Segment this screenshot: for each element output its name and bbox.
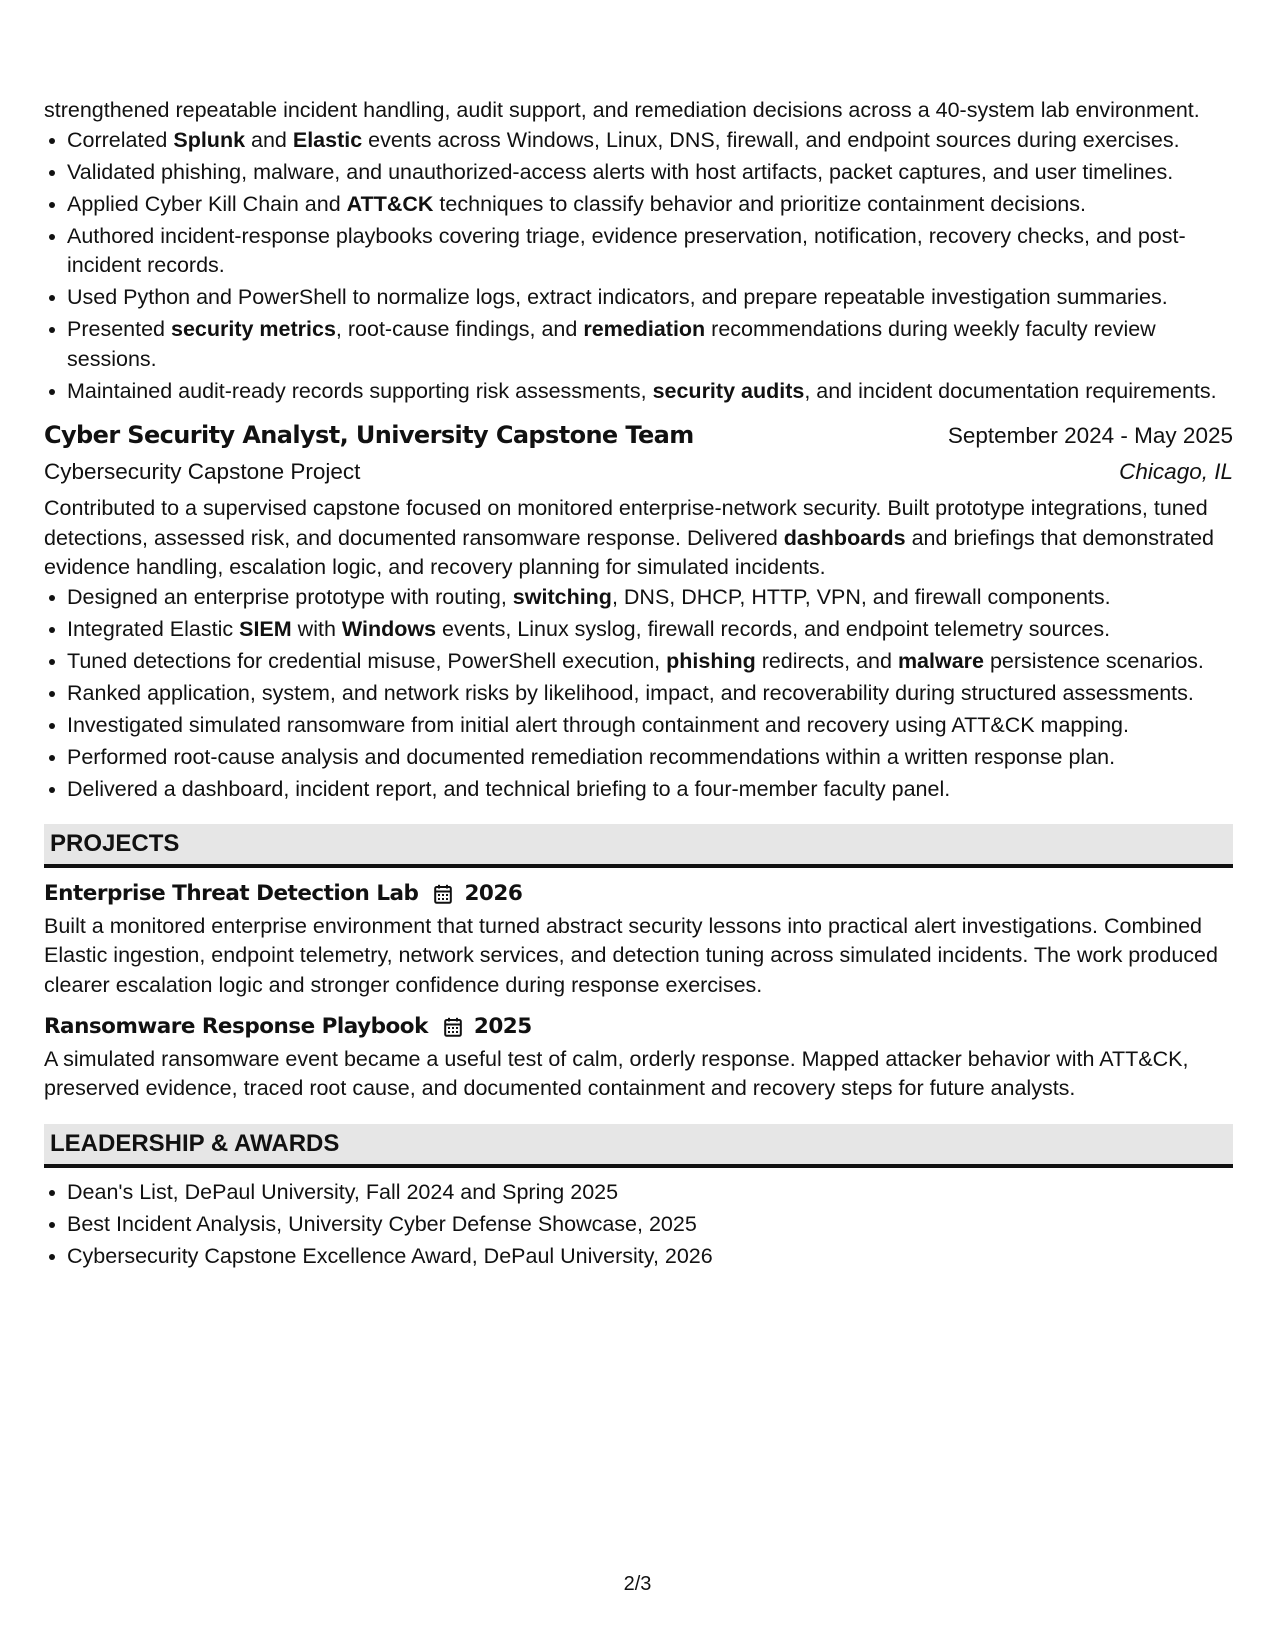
bold-keyword: security audits: [652, 378, 805, 403]
text-run: Presented: [67, 317, 171, 341]
section-heading-awards: LEADERSHIP & AWARDS: [44, 1124, 1233, 1168]
text-run: Tuned detections for credential misuse, PowerShell execution,: [67, 648, 667, 673]
job-dates: September 2024 - May 2025: [947, 423, 1233, 448]
calendar-icon: [434, 884, 452, 904]
text-run: events, Linux syslog, firewall records, and endpoint telemetry sources.: [436, 616, 1111, 641]
project-description: A simulated ransomware event became a useful test of calm, orderly response. Mapped attacker behavior with ATT&CK, preserved evidence, traced root cause, and documented containment and recovery steps for future analysts.: [44, 1046, 1189, 1100]
previous-job-bullets: [44, 126, 1233, 407]
text-run: Correlated: [67, 127, 174, 152]
calendar-icon: [444, 1017, 462, 1037]
bold-keyword: SIEM: [239, 616, 292, 641]
job-subheader: [44, 457, 1233, 487]
project-item: [44, 1012, 1233, 1104]
project-year: 2026: [464, 881, 523, 906]
text-run: Integrated Elastic: [67, 616, 240, 641]
bullet-item: [44, 679, 1233, 709]
text-run: with: [291, 616, 342, 641]
bullet-item: [44, 190, 1233, 220]
text-run: Validated phishing, malware, and unauthorized-access alerts with host artifacts, packet captures, and user timelines.: [67, 159, 1174, 184]
bold-keyword: ATT&CK: [346, 191, 434, 216]
bullet-item: [44, 647, 1233, 677]
text-run: redirects, and: [755, 648, 898, 673]
bullet-item: [44, 126, 1233, 156]
text-run: Maintained audit-ready records supporting risk assessments,: [67, 378, 653, 403]
bold-keyword: security metrics: [170, 317, 336, 341]
previous-job-description: strengthened repeatable incident handling, audit support, and remediation decisions across a 40-system lab environment.: [44, 98, 1200, 122]
bullet-item: [44, 283, 1233, 313]
text-run: persistence scenarios.: [984, 648, 1204, 673]
project-header: [44, 879, 1233, 909]
text-run: Performed root-cause analysis and documented remediation recommendations within a written response plan.: [67, 744, 1116, 769]
awards-list: [44, 1178, 1233, 1272]
page-number: 2/3: [623, 1573, 652, 1595]
bullet-item: [44, 711, 1233, 741]
bold-keyword: switching: [512, 584, 612, 609]
project-year: 2025: [473, 1014, 532, 1039]
text-run: Ranked application, system, and network risks by likelihood, impact, and recoverability during structured assessments.: [67, 680, 1194, 705]
bullet-item: [44, 775, 1233, 805]
project-name: Ransomware Response Playbook: [44, 1014, 428, 1039]
bold-keyword: dashboards: [783, 525, 906, 550]
project-description: Built a monitored enterprise environment that turned abstract security lessons into practical alert investigations. Combined Elastic ingestion, endpoint telemetry, network services, and detection tuning across simulated incidents. The work produced clearer escalation logic and stronger confidence during response exercises.: [44, 913, 1218, 997]
job-title: Cyber Security Analyst, University Capstone Team: [44, 421, 694, 449]
text-run: Authored incident-response playbooks covering triage, evidence preservation, notification, recovery checks, and post-incident records.: [67, 223, 1186, 277]
project-name: Enterprise Threat Detection Lab: [44, 881, 419, 906]
bold-keyword: phishing: [666, 648, 756, 673]
text-run: , DNS, DHCP, HTTP, VPN, and firewall components.: [611, 584, 1111, 609]
text-run: , root-cause findings, and: [335, 317, 584, 341]
bold-keyword: Windows: [341, 616, 437, 641]
text-run: Contributed to a supervised capstone focused on monitored enterprise-network security. Built prototype integrations, tuned detections, assessed risk, and documented ransomware response. Delivered: [44, 496, 1208, 550]
bullet-item: [44, 377, 1233, 407]
job-header: [44, 421, 1233, 451]
text-run: , and incident documentation requirements.: [804, 378, 1217, 403]
text-run: recommendations during weekly faculty review sessions.: [67, 317, 1156, 371]
text-run: Designed an enterprise prototype with routing,: [67, 584, 513, 609]
bullet-item: [44, 615, 1233, 645]
bold-keyword: remediation: [583, 317, 706, 341]
text-run: techniques to classify behavior and prioritize containment decisions.: [433, 191, 1086, 216]
job-description: [44, 494, 1233, 583]
bold-keyword: Splunk: [173, 127, 246, 152]
text-run: and: [245, 127, 293, 152]
project-header: [44, 1012, 1233, 1042]
bold-keyword: malware: [897, 648, 984, 673]
bullet-item: [44, 583, 1233, 613]
text-run: Delivered a dashboard, incident report, and technical briefing to a four-member faculty panel.: [67, 776, 951, 801]
bullet-item: [44, 222, 1233, 281]
text-run: events across Windows, Linux, DNS, firewall, and endpoint sources during exercises.: [362, 127, 1180, 152]
job-organization: Cybersecurity Capstone Project: [44, 458, 361, 484]
job-bullets: [44, 583, 1233, 805]
text-run: and briefings that demonstrated evidence handling, escalation logic, and recovery planning for simulated incidents.: [44, 525, 1214, 579]
bullet-item: [44, 158, 1233, 188]
bold-keyword: Elastic: [292, 127, 363, 152]
text-run: Used Python and PowerShell to normalize logs, extract indicators, and prepare repeatable investigation summaries.: [67, 285, 1168, 309]
award-item: Cybersecurity Capstone Excellence Award, DePaul University, 2026: [44, 1242, 1233, 1272]
job-location: Chicago, IL: [1119, 458, 1233, 484]
award-item: Best Incident Analysis, University Cyber Defense Showcase, 2025: [44, 1210, 1233, 1240]
award-item: Dean's List, DePaul University, Fall 2024 and Spring 2025: [44, 1178, 1233, 1208]
project-item: [44, 879, 1233, 1000]
bullet-item: [44, 743, 1233, 773]
section-heading-projects: PROJECTS: [44, 824, 1233, 868]
bullet-item: [44, 315, 1233, 374]
text-run: Applied Cyber Kill Chain and: [67, 191, 347, 216]
resume-page: [44, 96, 1233, 1274]
text-run: Investigated simulated ransomware from initial alert through containment and recovery using ATT&CK mapping.: [67, 712, 1129, 737]
